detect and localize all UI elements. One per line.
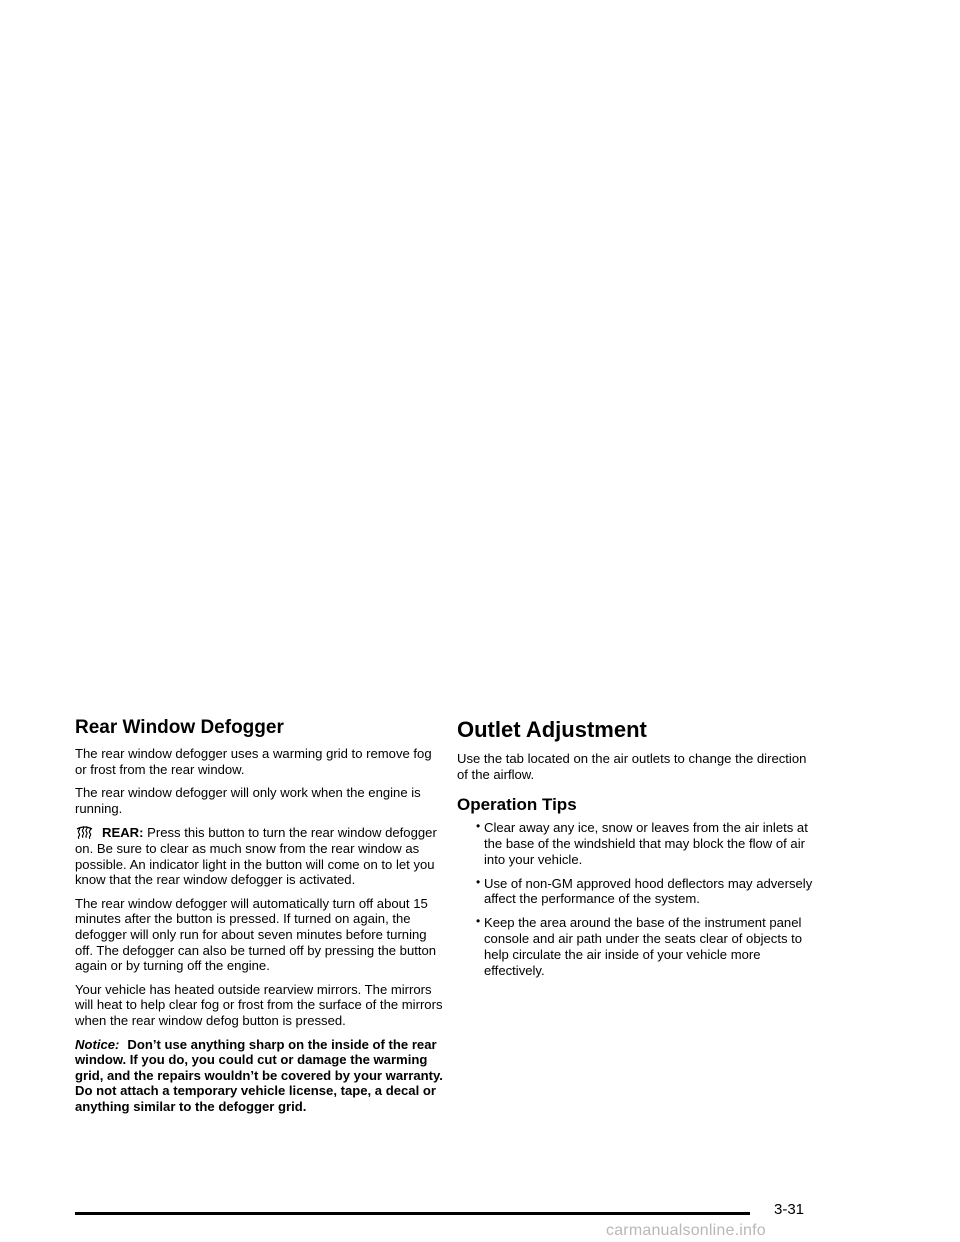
bullet-icon: • <box>476 874 481 889</box>
operation-tips-list <box>457 820 817 978</box>
tip-text: Use of non-GM approved hood deflectors may adversely affect the performance of the system. <box>484 875 813 907</box>
paragraph-warming-grid: The rear window defogger uses a warming grid to remove fog or frost from the rear window. <box>75 746 432 777</box>
rear-label: REAR: <box>102 825 144 841</box>
tip-text: Clear away any ice, snow or leaves from the air inlets at the base of the windshield that may block the flow of air into your vehicle. <box>484 820 808 867</box>
notice-text: Don’t use anything sharp on the inside of the rear window. If you do, you could cut or damage the warming grid, and the repairs wouldn’t be covered by your warranty. Do not attach a temporary vehicle license, tape, a decal or anything similar to the defogger grid. <box>75 1036 443 1114</box>
section-title-rear-window-defogger: Rear Window Defogger <box>75 717 284 738</box>
paragraph-heated-mirrors: Your vehicle has heated outside rearview mirrors. The mirrors will heat to help clear fog or frost from the surface of the mirrors when the rear window defog button is pressed. <box>75 981 443 1028</box>
right-column <box>457 716 817 986</box>
paragraph-outlet-tab: Use the tab located on the air outlets to change the direction of the airflow. <box>457 751 807 782</box>
rear-text-first: Press this button to turn the rear window <box>147 825 382 841</box>
paragraph-engine-running: The rear window defogger will only work when the engine is running. <box>75 785 421 816</box>
bullet-icon: • <box>476 914 481 929</box>
footer-rule <box>75 1212 750 1215</box>
subtitle-operation-tips: Operation Tips <box>457 795 577 815</box>
tip-text: Keep the area around the base of the instrument panel console and air path under the seats clear of objects to help circulate the air inside of your vehicle more effectively. <box>484 915 803 978</box>
section-title-outlet-adjustment: Outlet Adjustment <box>457 717 647 742</box>
rear-text-rest: defogger on. Be sure to clear as much snow from the rear window as possible. An indicator light in the button will come on to let you know that the rear window defogger is activated. <box>75 825 437 888</box>
notice-paragraph <box>75 1037 445 1115</box>
notice-label: Notice: <box>75 1036 120 1052</box>
page-number: 3-31 <box>774 1201 805 1218</box>
paragraph-rear-button <box>75 824 445 887</box>
rear-defog-icon <box>75 824 94 840</box>
list-item <box>457 876 817 908</box>
list-item <box>457 915 817 978</box>
left-column <box>75 716 445 1122</box>
bullet-icon: • <box>476 819 481 834</box>
watermark: carmanualsonline.info <box>606 1222 766 1239</box>
paragraph-auto-off: The rear window defogger will automatically turn off about 15 minutes after the button is pressed. If turned on again, the defogger will only run for about seven minutes before turning off. The defogger can also be turned off by pressing the button again or by turning off the engine. <box>75 895 437 974</box>
list-item <box>457 820 817 867</box>
